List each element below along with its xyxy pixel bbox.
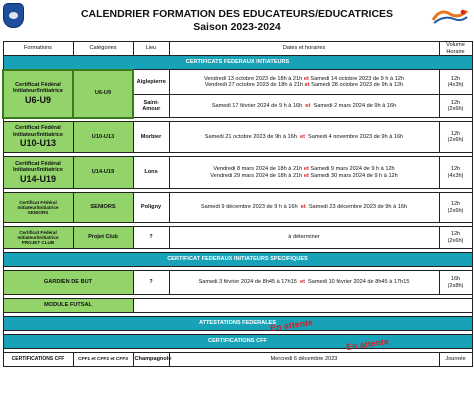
date-text: Vendredi 29 mars 2024 de 18h à 21h — [210, 172, 303, 179]
col-header-lieu: Lieu — [133, 42, 169, 56]
formation-text: Initiateur/Initiatrice — [12, 167, 64, 174]
status-en-attente-attestations: En attente — [345, 336, 390, 352]
column-header-row — [3, 42, 472, 56]
lieu-projet-club: ? — [133, 227, 169, 249]
date-text: Samedi 30 mars 2024 de 9 h à 12h — [310, 172, 398, 179]
table-row-cff — [3, 353, 472, 367]
lieu-aiglepierre: Aiglepierre — [133, 70, 169, 95]
season-subtitle: Saison 2023-2024 — [193, 21, 281, 33]
section-title-cff: CERTIFICATIONS CFF — [3, 335, 472, 349]
lieu-poligny: Poligny — [133, 193, 169, 223]
connector-et: et — [300, 204, 306, 211]
district-logo — [3, 3, 24, 28]
col-header-volume: Volume Horaire — [439, 42, 472, 56]
date-text: Samedi 23 décembre 2023 de 9h à 16h — [308, 204, 408, 211]
col-header-formations: Formations — [3, 42, 73, 56]
volume-projet-club — [439, 227, 472, 249]
formation-text: U10-U13 — [19, 138, 57, 149]
formation-u14u19 — [3, 157, 73, 189]
formation-projet-club — [3, 227, 73, 249]
section-band-cff — [3, 335, 472, 349]
table-row-seniors — [3, 193, 472, 223]
volume-text: (2x8h) — [447, 282, 464, 289]
dates-u6u9-aiglepierre — [169, 70, 439, 95]
categorie-cff: CFF1 et CFF2 et CFF3 — [73, 353, 133, 367]
section-title-cfi: CERTIFICATS FEDERAUX INTIATEURS — [3, 56, 472, 70]
formation-text: Certificat Fédéral — [19, 229, 57, 235]
date-text: Samedi 28 octobre 2023 de 9h à 12h — [311, 82, 404, 88]
formation-text: SENIORS — [27, 210, 49, 216]
date-text: Samedi 2 mars 2024 de 9h à 16h — [313, 102, 397, 109]
date-text: Vendredi 13 octobre 2023 de 18h à 21h — [203, 75, 303, 82]
date-text: Samedi 14 octobre 2023 de 9 h à 12h — [310, 75, 405, 82]
table-row-u14u19 — [3, 157, 472, 189]
formation-text: Certificat Fédéral — [15, 125, 61, 132]
formation-text: Initiateur/Initiatrice — [12, 131, 64, 138]
volume-text: 16h — [450, 276, 461, 283]
volume-seniors — [439, 193, 472, 223]
connector-et: et — [304, 82, 310, 88]
date-text: Samedi 17 février 2024 de 9 h à 16h — [211, 102, 303, 109]
volume-text: (2x6h) — [447, 137, 464, 143]
categorie-u14u19: U14-U19 — [73, 157, 133, 189]
connector-et: et — [303, 172, 309, 179]
formation-text: Initiateur/Initiatrice — [17, 204, 59, 210]
volume-u6u9-b — [439, 95, 472, 118]
formation-text: PROJET CLUB — [21, 240, 55, 246]
lieu-lons: Lons — [133, 157, 169, 189]
date-text: Vendredi 27 octobre 2023 de 18h à 21h — [204, 82, 304, 88]
date-text: Samedi 4 novembre 2023 de 9h à 16h — [308, 133, 404, 140]
dates-u6u9-saint-amour — [169, 95, 439, 118]
dates-gardien — [169, 271, 439, 295]
formation-text: U14-U19 — [19, 173, 57, 184]
dates-cff: Mercredi 6 décembre 2023 — [169, 353, 439, 367]
volume-u6u9-a — [439, 70, 472, 95]
formation-text: U6-U9 — [24, 94, 51, 105]
date-text: Vendredi 8 mars 2024 de 18h à 21h — [213, 166, 303, 173]
futsal-details — [133, 299, 472, 313]
volume-text: 12h — [450, 75, 461, 82]
dates-u14u19 — [169, 157, 439, 189]
table-row-u10u13 — [3, 122, 472, 153]
volume-text: (2x6h) — [447, 207, 464, 214]
formation-futsal: MODULE FUTSAL — [3, 299, 133, 313]
volume-text: 12h — [450, 166, 461, 173]
section-band-attestations — [3, 317, 472, 331]
col-header-dates: Dates et horaires — [169, 42, 439, 56]
volume-cff: Journée — [439, 353, 472, 367]
lieu-gardien: ? — [133, 271, 169, 295]
table-row-projet-club — [3, 227, 472, 249]
categorie-u10u13: U10-U13 — [73, 122, 133, 153]
connector-et: et — [305, 102, 311, 109]
formation-text: Certificat Fédéral — [19, 199, 57, 205]
formation-text: Certificat Fédéral — [15, 160, 61, 167]
table-row-u6u9-a — [3, 70, 472, 95]
col-header-categories: Catégories — [73, 42, 133, 56]
connector-et: et — [303, 75, 309, 82]
table-row-gardien — [3, 271, 472, 295]
dates-projet-club: à déterminer — [169, 227, 439, 249]
formation-text: Initiateur/Initiatrice — [17, 234, 59, 240]
volume-text: 12h — [450, 201, 461, 208]
formation-u6u9 — [3, 70, 73, 118]
categorie-seniors: SENIORS — [73, 193, 133, 223]
date-text: Samedi 10 février 2024 de 8h45 à 17h15 — [308, 279, 410, 286]
formation-cff: CERTIFICATIONS CFF — [3, 353, 73, 367]
volume-text: (4x3h) — [447, 82, 464, 88]
lieu-champagnole: Champagnole — [133, 353, 169, 367]
lieu-morbier: Morbier — [133, 122, 169, 153]
connector-et: et — [303, 166, 309, 173]
volume-u10u13 — [439, 122, 472, 153]
categorie-u6u9: U6-U9 — [73, 70, 133, 118]
section-band-cfi — [3, 56, 472, 70]
formation-gardien: GARDIEN DE BUT — [3, 271, 133, 295]
formation-u10u13 — [3, 122, 73, 153]
date-text: Samedi 3 février 2024 de 8h45 à 17h15 — [198, 279, 297, 286]
table-row-futsal — [3, 299, 472, 313]
volume-gardien — [439, 271, 472, 295]
volume-text: (4x3h) — [447, 172, 464, 179]
section-band-specifiques — [3, 253, 472, 267]
volume-text: 12h — [450, 99, 461, 106]
categorie-projet-club: Projet Club — [73, 227, 133, 249]
date-text: Samedi 9 mars 2024 de 9 h à 12h — [310, 166, 395, 173]
volume-text: (2x6h) — [447, 237, 464, 244]
section-title-attestations: ATTESTATIONS FEDERALES — [3, 317, 472, 331]
volume-text: 12h — [450, 130, 461, 137]
dates-seniors — [169, 193, 439, 223]
formation-text: Certificat Fédéral — [15, 81, 61, 88]
formation-text: Initiateur/Initiatrice — [12, 88, 64, 95]
status-en-attente-futsal: En attente — [269, 317, 314, 333]
volume-text: 12h — [450, 231, 461, 238]
date-text: Samedi 21 octobre 2023 de 9h à 16h — [204, 133, 297, 140]
volume-u14u19 — [439, 157, 472, 189]
connector-et: et — [299, 133, 305, 140]
connector-et: et — [299, 279, 305, 286]
page-title: CALENDRIER FORMATION DES EDUCATEURS/EDUCATRICES — [80, 8, 394, 20]
section-title-specifiques: CERTIFICAT FEDERAUX INITIATEURS SPECIFIQUES — [3, 253, 472, 267]
volume-text: (2x6h) — [447, 106, 464, 112]
lieu-saint-amour: Saint-Amour — [133, 95, 169, 118]
formation-seniors — [3, 193, 73, 223]
training-calendar-table — [2, 41, 473, 367]
date-text: Samedi 9 décembre 2023 de 9 h à 16h — [200, 204, 298, 211]
dates-u10u13 — [169, 122, 439, 153]
